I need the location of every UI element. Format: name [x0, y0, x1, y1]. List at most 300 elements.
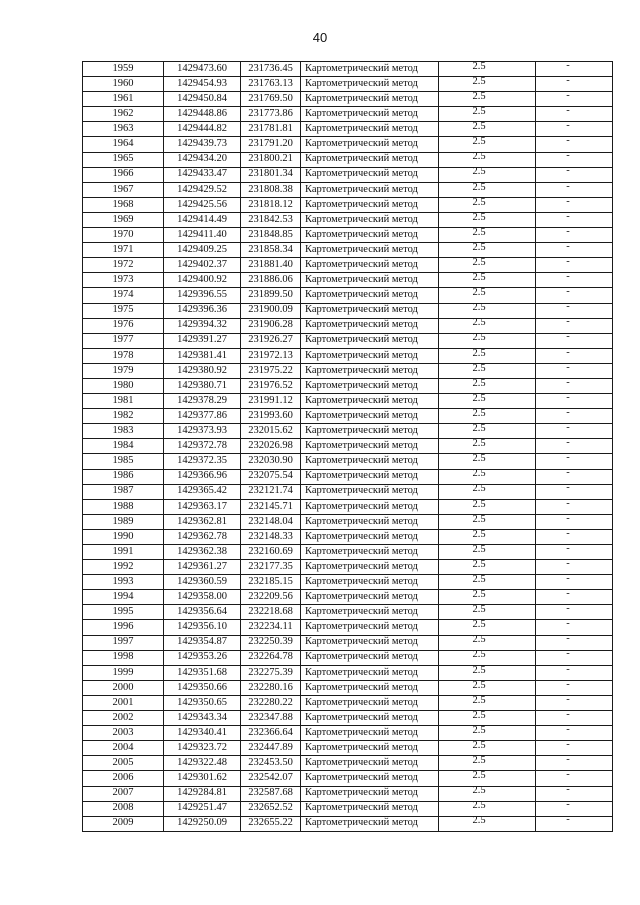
accuracy-cell-text: 2.5	[472, 348, 486, 359]
accuracy-cell	[439, 62, 536, 77]
table-row	[83, 62, 613, 77]
x-coordinate-cell-text: 1429444.82	[177, 123, 227, 135]
method-cell-text: Картометрический метод	[305, 757, 418, 769]
method-cell-text: Картометрический метод	[305, 696, 418, 708]
x-coordinate-cell-text: 1429363.17	[177, 500, 227, 512]
x-coordinate-cell	[164, 771, 241, 786]
accuracy-cell-text: 2.5	[472, 197, 486, 208]
accuracy-cell-text: 2.5	[472, 770, 486, 782]
method-cell-text: Картометрический метод	[305, 123, 418, 135]
table-row	[83, 243, 613, 258]
y-coordinate-cell	[241, 665, 301, 680]
accuracy-cell	[439, 695, 536, 710]
x-coordinate-cell-text: 1429356.64	[177, 606, 227, 618]
table-row	[83, 212, 613, 227]
point-number-cell-text: 2006	[112, 772, 134, 784]
accuracy-cell	[439, 816, 536, 831]
point-number-cell-text: 1984	[112, 440, 134, 452]
point-number-cell	[83, 620, 164, 635]
method-cell-text: Картометрический метод	[305, 681, 418, 693]
accuracy-cell	[439, 680, 536, 695]
accuracy-cell-text: 2.5	[472, 106, 486, 118]
y-coordinate-cell-text: 231808.38	[248, 183, 293, 195]
y-coordinate-cell	[241, 801, 301, 816]
x-coordinate-cell-text: 1429425.56	[177, 198, 227, 210]
point-number-cell-text: 2007	[112, 787, 134, 799]
point-number-cell-text: 1968	[112, 198, 134, 210]
accuracy-cell	[439, 545, 536, 560]
x-coordinate-cell	[164, 137, 241, 152]
y-coordinate-cell	[241, 228, 301, 243]
method-cell-text: Картометрический метод	[305, 711, 418, 723]
y-coordinate-cell-text: 232280.22	[248, 696, 293, 708]
y-coordinate-cell	[241, 680, 301, 695]
point-number-cell	[83, 228, 164, 243]
x-coordinate-cell-text: 1429433.47	[177, 168, 227, 180]
accuracy-cell-text: 2.5	[472, 76, 486, 87]
y-coordinate-cell-text: 232453.50	[248, 757, 293, 769]
x-coordinate-cell	[164, 243, 241, 258]
point-number-cell	[83, 424, 164, 439]
accuracy-cell	[439, 363, 536, 378]
y-coordinate-cell-text: 232026.98	[248, 440, 293, 452]
y-coordinate-cell	[241, 590, 301, 605]
description-cell-text: -	[566, 589, 570, 600]
point-number-cell-text: 2005	[112, 757, 134, 769]
accuracy-cell	[439, 212, 536, 227]
point-number-cell	[83, 122, 164, 137]
description-cell	[536, 394, 613, 409]
y-coordinate-cell-text: 231881.40	[248, 259, 293, 271]
accuracy-cell	[439, 273, 536, 288]
y-coordinate-cell-text: 232209.56	[248, 591, 293, 603]
point-number-cell-text: 1973	[112, 274, 134, 286]
x-coordinate-cell-text: 1429396.55	[177, 289, 227, 301]
description-cell	[536, 620, 613, 635]
x-coordinate-cell-text: 1429377.86	[177, 409, 227, 421]
point-number-cell-text: 1961	[112, 92, 134, 104]
method-cell-text: Картометрический метод	[305, 455, 418, 467]
y-coordinate-cell	[241, 318, 301, 333]
x-coordinate-cell	[164, 228, 241, 243]
method-cell	[301, 545, 439, 560]
method-cell	[301, 77, 439, 92]
x-coordinate-cell-text: 1429400.92	[177, 274, 227, 286]
accuracy-cell-text: 2.5	[472, 227, 486, 238]
point-number-cell	[83, 711, 164, 726]
method-cell-text: Картометрический метод	[305, 787, 418, 799]
description-cell	[536, 454, 613, 469]
x-coordinate-cell-text: 1429439.73	[177, 138, 227, 150]
method-cell-text: Картометрический метод	[305, 259, 418, 271]
x-coordinate-cell	[164, 741, 241, 756]
method-cell	[301, 635, 439, 650]
y-coordinate-cell-text: 232280.16	[248, 681, 293, 693]
accuracy-cell-text: 2.5	[472, 136, 486, 148]
description-cell-text: -	[566, 242, 570, 252]
y-coordinate-cell-text: 232177.35	[248, 560, 293, 572]
table-row	[83, 605, 613, 620]
table-row	[83, 303, 613, 318]
method-cell-text: Картометрический метод	[305, 440, 418, 452]
description-cell-text: -	[566, 287, 570, 298]
y-coordinate-cell-text: 232655.22	[248, 817, 293, 829]
point-number-cell	[83, 786, 164, 801]
accuracy-cell-text: 2.5	[472, 680, 486, 691]
method-cell-text: Картометрический метод	[305, 168, 418, 180]
accuracy-cell	[439, 771, 536, 786]
x-coordinate-cell	[164, 152, 241, 167]
description-cell	[536, 499, 613, 514]
point-number-cell	[83, 650, 164, 665]
method-cell	[301, 590, 439, 605]
y-coordinate-cell-text: 231972.13	[248, 349, 293, 361]
point-number-cell-text: 1960	[112, 77, 134, 89]
description-cell-text: -	[566, 770, 570, 781]
x-coordinate-cell	[164, 424, 241, 439]
method-cell	[301, 454, 439, 469]
description-cell	[536, 288, 613, 303]
y-coordinate-cell-text: 231763.13	[248, 77, 293, 89]
x-coordinate-cell	[164, 484, 241, 499]
method-cell	[301, 771, 439, 786]
x-coordinate-cell-text: 1429354.87	[177, 636, 227, 648]
point-number-cell-text: 1988	[112, 500, 134, 512]
method-cell	[301, 560, 439, 575]
table-row	[83, 771, 613, 786]
method-cell	[301, 137, 439, 152]
accuracy-cell	[439, 288, 536, 303]
y-coordinate-cell-text: 232447.89	[248, 742, 293, 754]
accuracy-cell	[439, 711, 536, 726]
accuracy-cell-text: 2.5	[472, 152, 486, 163]
y-coordinate-cell	[241, 560, 301, 575]
x-coordinate-cell	[164, 680, 241, 695]
x-coordinate-cell-text: 1429450.84	[177, 92, 227, 104]
point-number-cell	[83, 575, 164, 590]
point-number-cell-text: 1962	[112, 108, 134, 120]
point-number-cell	[83, 756, 164, 771]
accuracy-cell-text: 2.5	[472, 725, 486, 736]
point-number-cell-text: 1992	[112, 560, 134, 572]
accuracy-cell	[439, 499, 536, 514]
method-cell	[301, 303, 439, 318]
x-coordinate-cell	[164, 560, 241, 575]
table-row	[83, 152, 613, 167]
point-number-cell	[83, 258, 164, 273]
point-number-cell	[83, 635, 164, 650]
y-coordinate-cell	[241, 197, 301, 212]
point-number-cell	[83, 454, 164, 469]
y-coordinate-cell-text: 231900.09	[248, 304, 293, 316]
description-cell-text: -	[566, 695, 570, 705]
description-cell	[536, 801, 613, 816]
description-cell-text: -	[566, 499, 570, 509]
method-cell	[301, 665, 439, 680]
x-coordinate-cell-text: 1429365.42	[177, 485, 227, 497]
description-cell-text: -	[566, 348, 570, 358]
point-number-cell-text: 1993	[112, 575, 134, 587]
x-coordinate-cell	[164, 726, 241, 741]
description-cell-text: -	[566, 318, 570, 328]
point-number-cell	[83, 77, 164, 92]
description-cell	[536, 469, 613, 484]
y-coordinate-cell	[241, 212, 301, 227]
description-cell	[536, 137, 613, 152]
x-coordinate-cell-text: 1429356.10	[177, 621, 227, 633]
x-coordinate-cell-text: 1429322.48	[177, 757, 227, 769]
point-number-cell-text: 2004	[112, 742, 134, 754]
y-coordinate-cell	[241, 529, 301, 544]
description-cell-text: -	[566, 740, 570, 751]
accuracy-cell-text: 2.5	[472, 589, 486, 601]
accuracy-cell	[439, 620, 536, 635]
point-number-cell	[83, 801, 164, 816]
table-row	[83, 454, 613, 469]
y-coordinate-cell	[241, 167, 301, 182]
x-coordinate-cell-text: 1429372.35	[177, 455, 227, 467]
accuracy-cell	[439, 409, 536, 424]
y-coordinate-cell	[241, 273, 301, 288]
y-coordinate-cell	[241, 499, 301, 514]
accuracy-cell-text: 2.5	[472, 212, 486, 223]
y-coordinate-cell	[241, 816, 301, 831]
accuracy-cell-text: 2.5	[472, 318, 486, 329]
description-cell	[536, 605, 613, 620]
table-row	[83, 786, 613, 801]
description-cell-text: -	[566, 167, 570, 177]
description-cell	[536, 695, 613, 710]
point-number-cell-text: 1964	[112, 138, 134, 150]
description-cell	[536, 590, 613, 605]
x-coordinate-cell-text: 1429350.65	[177, 696, 227, 708]
y-coordinate-cell-text: 231993.60	[248, 409, 293, 421]
accuracy-cell-text: 2.5	[472, 786, 486, 797]
accuracy-cell	[439, 182, 536, 197]
accuracy-cell	[439, 197, 536, 212]
accuracy-cell-text: 2.5	[472, 242, 486, 253]
point-number-cell	[83, 514, 164, 529]
method-cell-text: Картометрический метод	[305, 726, 418, 738]
table-row	[83, 575, 613, 590]
point-number-cell-text: 2002	[112, 711, 134, 723]
method-cell	[301, 439, 439, 454]
accuracy-cell-text: 2.5	[472, 272, 486, 284]
x-coordinate-cell	[164, 348, 241, 363]
description-cell	[536, 182, 613, 197]
accuracy-cell-text: 2.5	[472, 619, 486, 631]
method-cell	[301, 92, 439, 107]
x-coordinate-cell-text: 1429378.29	[177, 394, 227, 406]
accuracy-cell-text: 2.5	[472, 121, 486, 133]
x-coordinate-cell-text: 1429402.37	[177, 259, 227, 271]
description-cell-text: -	[566, 544, 570, 554]
y-coordinate-cell	[241, 243, 301, 258]
point-number-cell-text: 1985	[112, 455, 134, 467]
description-cell-text: -	[566, 619, 570, 630]
accuracy-cell-text: 2.5	[472, 650, 486, 661]
method-cell-text: Картометрический метод	[305, 772, 418, 784]
method-cell-text: Картометрический метод	[305, 108, 418, 120]
x-coordinate-cell	[164, 816, 241, 831]
point-number-cell	[83, 409, 164, 424]
y-coordinate-cell-text: 232121.74	[248, 485, 293, 497]
point-number-cell	[83, 318, 164, 333]
table-row	[83, 333, 613, 348]
point-number-cell-text: 1972	[112, 259, 134, 271]
method-cell-text: Картометрический метод	[305, 802, 418, 814]
x-coordinate-cell-text: 1429323.72	[177, 742, 227, 754]
x-coordinate-cell-text: 1429362.38	[177, 545, 227, 557]
accuracy-cell-text: 2.5	[472, 740, 486, 752]
y-coordinate-cell-text: 232015.62	[248, 425, 293, 437]
point-number-cell-text: 2009	[112, 817, 134, 829]
page-number: 40	[312, 30, 328, 45]
x-coordinate-cell	[164, 786, 241, 801]
x-coordinate-cell-text: 1429391.27	[177, 334, 227, 346]
x-coordinate-cell-text: 1429448.86	[177, 108, 227, 120]
x-coordinate-cell-text: 1429301.62	[177, 772, 227, 784]
y-coordinate-cell-text: 231791.20	[248, 138, 293, 150]
x-coordinate-cell-text: 1429434.20	[177, 153, 227, 165]
y-coordinate-cell	[241, 409, 301, 424]
method-cell-text: Картометрический метод	[305, 651, 418, 663]
description-cell-text: -	[566, 227, 570, 237]
accuracy-cell	[439, 590, 536, 605]
table-row	[83, 409, 613, 424]
description-cell	[536, 529, 613, 544]
accuracy-cell	[439, 635, 536, 650]
table-row	[83, 560, 613, 575]
table-row	[83, 363, 613, 378]
y-coordinate-cell-text: 231975.22	[248, 364, 293, 376]
method-cell	[301, 273, 439, 288]
description-cell-text: -	[566, 91, 570, 101]
y-coordinate-cell	[241, 575, 301, 590]
y-coordinate-cell	[241, 348, 301, 363]
point-number-cell-text: 1974	[112, 289, 134, 301]
y-coordinate-cell	[241, 726, 301, 741]
y-coordinate-cell-text: 231906.28	[248, 319, 293, 331]
table-row	[83, 680, 613, 695]
x-coordinate-cell-text: 1429351.68	[177, 666, 227, 678]
description-cell-text: -	[566, 635, 570, 645]
method-cell	[301, 152, 439, 167]
description-cell	[536, 348, 613, 363]
x-coordinate-cell-text: 1429251.47	[177, 802, 227, 814]
description-cell-text: -	[566, 469, 570, 479]
method-cell	[301, 756, 439, 771]
point-number-cell	[83, 137, 164, 152]
x-coordinate-cell-text: 1429396.36	[177, 304, 227, 316]
y-coordinate-cell	[241, 620, 301, 635]
table-row	[83, 529, 613, 544]
table-row	[83, 499, 613, 514]
y-coordinate-cell-text: 232148.04	[248, 515, 293, 527]
method-cell-text: Картометрический метод	[305, 349, 418, 361]
method-cell	[301, 620, 439, 635]
table-row	[83, 695, 613, 710]
x-coordinate-cell	[164, 605, 241, 620]
x-coordinate-cell	[164, 469, 241, 484]
description-cell-text: -	[566, 453, 570, 464]
y-coordinate-cell-text: 232185.15	[248, 575, 293, 587]
accuracy-cell-text: 2.5	[472, 453, 486, 465]
x-coordinate-cell-text: 1429394.32	[177, 319, 227, 331]
x-coordinate-cell-text: 1429343.34	[177, 711, 227, 723]
method-cell	[301, 484, 439, 499]
method-cell	[301, 228, 439, 243]
point-number-cell	[83, 529, 164, 544]
accuracy-cell	[439, 107, 536, 122]
method-cell	[301, 424, 439, 439]
method-cell-text: Картометрический метод	[305, 274, 418, 286]
description-cell	[536, 378, 613, 393]
x-coordinate-cell	[164, 454, 241, 469]
table-row	[83, 288, 613, 303]
y-coordinate-cell	[241, 439, 301, 454]
table-row	[83, 318, 613, 333]
y-coordinate-cell	[241, 484, 301, 499]
table-row	[83, 424, 613, 439]
x-coordinate-cell-text: 1429380.71	[177, 379, 227, 391]
point-number-cell-text: 1975	[112, 304, 134, 316]
point-number-cell-text: 1979	[112, 364, 134, 376]
point-number-cell-text: 1996	[112, 621, 134, 633]
method-cell-text: Картометрический метод	[305, 560, 418, 572]
method-cell-text: Картометрический метод	[305, 243, 418, 255]
x-coordinate-cell-text: 1429362.81	[177, 515, 227, 527]
description-cell	[536, 560, 613, 575]
y-coordinate-cell-text: 231800.21	[248, 153, 293, 165]
y-coordinate-cell	[241, 469, 301, 484]
table-row	[83, 620, 613, 635]
x-coordinate-cell-text: 1429409.25	[177, 243, 227, 255]
description-cell-text: -	[566, 665, 570, 675]
y-coordinate-cell-text: 231848.85	[248, 228, 293, 240]
method-cell	[301, 529, 439, 544]
y-coordinate-cell	[241, 635, 301, 650]
description-cell	[536, 228, 613, 243]
description-cell	[536, 243, 613, 258]
method-cell	[301, 212, 439, 227]
method-cell-text: Картометрический метод	[305, 138, 418, 150]
method-cell-text: Картометрический метод	[305, 198, 418, 210]
accuracy-cell-text: 2.5	[472, 257, 486, 269]
method-cell	[301, 695, 439, 710]
description-cell	[536, 107, 613, 122]
point-number-cell	[83, 816, 164, 831]
y-coordinate-cell-text: 231801.34	[248, 168, 293, 180]
description-cell	[536, 514, 613, 529]
table-row	[83, 378, 613, 393]
description-cell	[536, 726, 613, 741]
method-cell	[301, 288, 439, 303]
y-coordinate-cell	[241, 454, 301, 469]
point-number-cell-text: 1997	[112, 636, 134, 648]
method-cell-text: Картометрический метод	[305, 606, 418, 618]
method-cell-text: Картометрический метод	[305, 379, 418, 391]
accuracy-cell	[439, 167, 536, 182]
point-number-cell-text: 1971	[112, 243, 134, 255]
accuracy-cell	[439, 665, 536, 680]
point-number-cell-text: 1970	[112, 228, 134, 240]
x-coordinate-cell	[164, 695, 241, 710]
method-cell	[301, 786, 439, 801]
x-coordinate-cell	[164, 363, 241, 378]
description-cell-text: -	[566, 378, 570, 388]
description-cell-text: -	[566, 484, 570, 494]
